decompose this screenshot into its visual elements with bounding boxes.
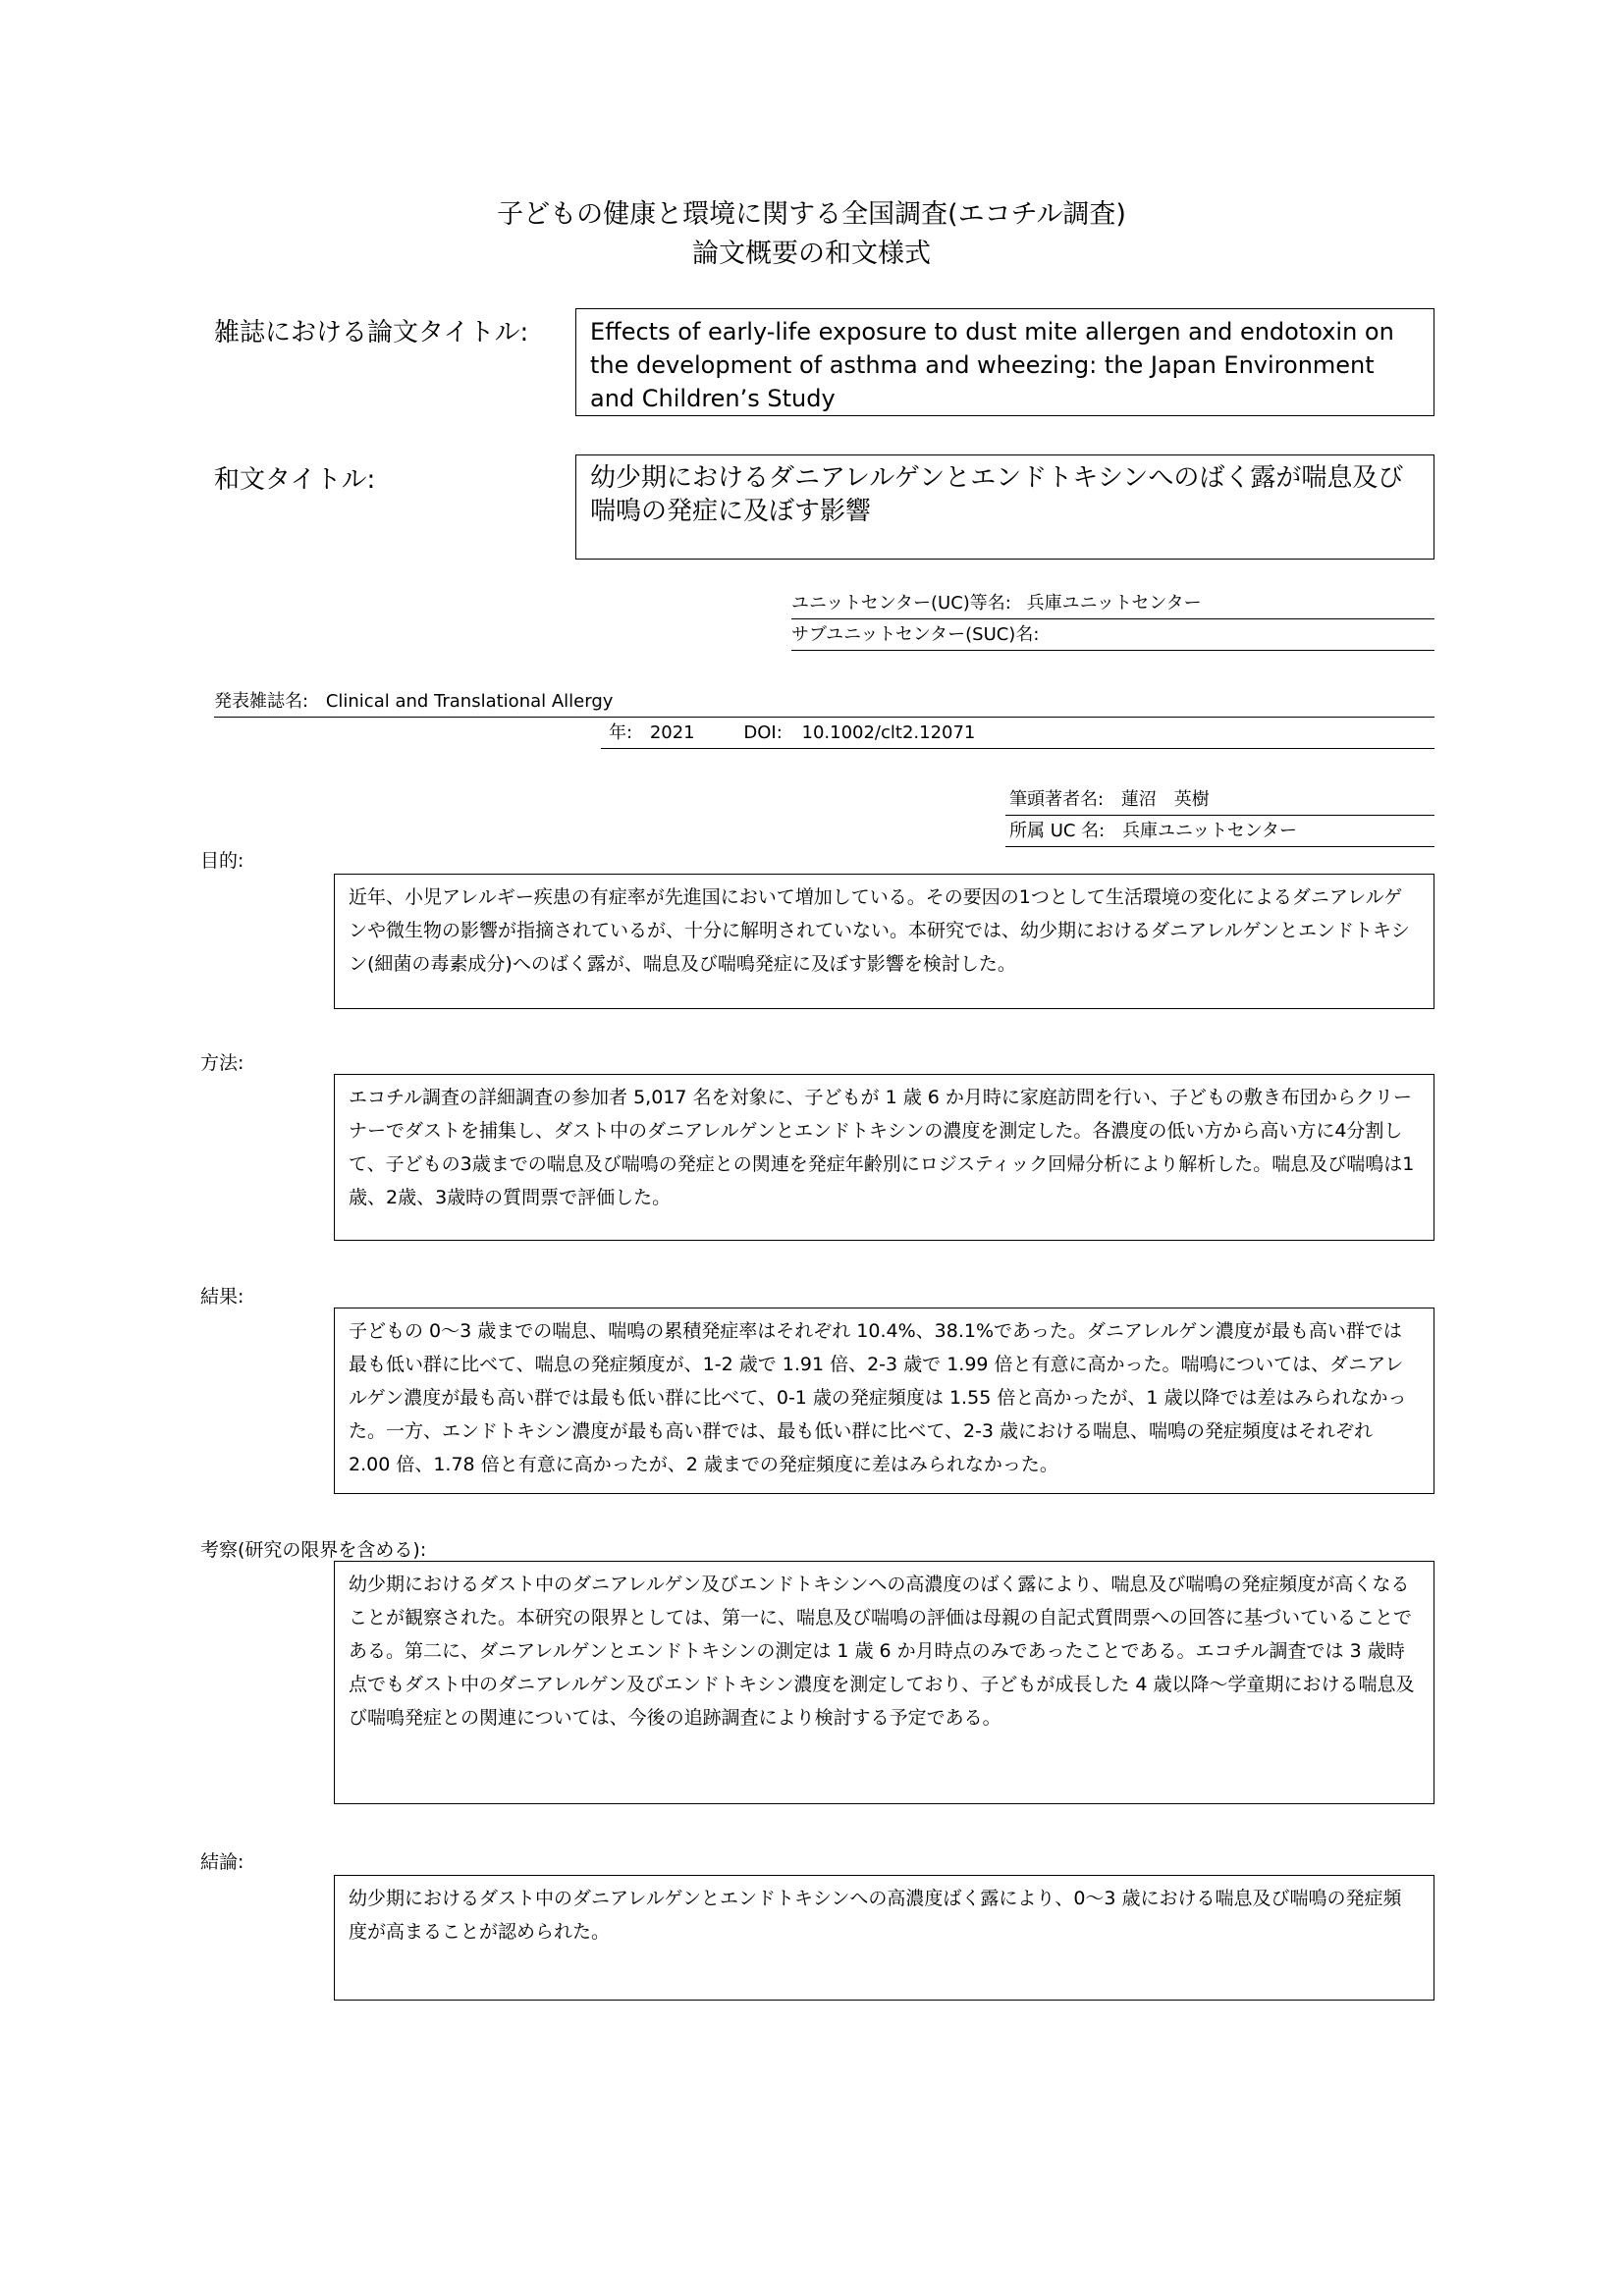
conclusion-label: 結論: bbox=[200, 1851, 244, 1873]
results-box: 子どもの 0～3 歳までの喘息、喘鳴の累積発症率はそれぞれ 10.4%、38.1%であった。ダニアレルゲン濃度が最も高い群では最も低い群に比べて、喘息の発症頻度が、1-2 歳で 1.91 倍、2-3 歳で 1.99 倍と有意に高かった。喘鳴については、ダニアレルゲン濃度が最も高い群では最も低い群に比べて、0-1 歳の発症頻度は 1.55 倍と高かったが、1 歳以降では差はみられなかった。一方、エンドトキシン濃度が最も高い群では、最も低い群に比べて、2-3 歳における喘息、喘鳴の発症頻度はそれぞれ 2.00 倍、1.78 倍と有意に高かったが、2 歳までの発症頻度に差はみられなかった。 bbox=[334, 1308, 1434, 1494]
unit-center-row bbox=[791, 591, 1434, 619]
affiliation-label: 所属 UC 名: bbox=[1009, 821, 1106, 841]
unit-center-value: 兵庫ユニットセンター bbox=[1026, 593, 1202, 614]
year-value: 2021 bbox=[649, 722, 695, 743]
publication-journal-label: 発表雑誌名: bbox=[214, 691, 309, 712]
document-title: 子どもの健康と環境に関する全国調査(エコチル調査) bbox=[497, 199, 1126, 230]
sub-unit-center-label: サブユニットセンター(SUC)名: bbox=[791, 624, 1040, 645]
methods-box: エコチル調査の詳細調査の参加者 5,017 名を対象に、子どもが 1 歳 6 か月時に家庭訪問を行い、子どもの敷き布団からクリーナーでダストを捕集し、ダスト中のダニアレルゲンとエンドトキシンの濃度を測定した。各濃度の低い方から高い方に4分割して、子どもの3歳までの喘息及び喘鳴の発症との関連を発症年齢別にロジスティック回帰分析により解析した。喘息及び喘鳴は1歳、2歳、3歳時の質問票で評価した。 bbox=[334, 1074, 1434, 1241]
publication-year-doi-row bbox=[601, 721, 1434, 749]
discussion-box: 幼少期におけるダスト中のダニアレルゲン及びエンドトキシンへの高濃度のばく露により、喘息及び喘鳴の発症頻度が高くなることが観察された。本研究の限界としては、第一に、喘息及び喘鳴の評価は母親の自記式質問票への回答に基づいていることである。第二に、ダニアレルゲンとエンドトキシンの測定は 1 歳 6 か月時点のみであったことである。エコチル調査では 3 歳時点でもダスト中のダニアレルゲン及びエンドトキシン濃度を測定しており、子どもが成長した 4 歳以降～学童期における喘息及び喘鳴発症との関連については、今後の追跡調査により検討する予定である。 bbox=[334, 1561, 1434, 1804]
sub-unit-center-row bbox=[791, 622, 1434, 651]
author-value: 蓮沼 英樹 bbox=[1120, 789, 1210, 810]
unit-center-label: ユニットセンター(UC)等名: bbox=[791, 593, 1011, 614]
publication-journal-value: Clinical and Translational Allergy bbox=[325, 691, 614, 712]
purpose-box: 近年、小児アレルギー疾患の有症率が先進国において増加している。その要因の1つとして生活環境の変化によるダニアレルゲンや微生物の影響が指摘されているが、十分に解明されていない。本研究では、幼少期におけるダニアレルゲンとエンドトキシン(細菌の毒素成分)へのばく露が、喘息及び喘鳴発症に及ぼす影響を検討した。 bbox=[334, 874, 1434, 1009]
japanese-title-label: 和文タイトル: bbox=[214, 465, 376, 495]
journal-title-box: Effects of early-life exposure to dust mite allergen and endotoxin on the development of asthma and wheezing: the Japan Environment and Children’s Study bbox=[575, 308, 1434, 416]
doi-value: 10.1002/clt2.12071 bbox=[801, 722, 976, 743]
author-label: 筆頭著者名: bbox=[1009, 789, 1105, 810]
author-row bbox=[1005, 787, 1434, 816]
affiliation-value: 兵庫ユニットセンター bbox=[1122, 821, 1298, 841]
doi-label: DOI: bbox=[743, 722, 783, 743]
conclusion-box: 幼少期におけるダスト中のダニアレルゲンとエンドトキシンへの高濃度ばく露により、0～3 歳における喘息及び喘鳴の発症頻度が高まることが認められた。 bbox=[334, 1875, 1434, 2001]
year-label: 年: bbox=[609, 722, 633, 743]
journal-title-label: 雑誌における論文タイトル: bbox=[214, 318, 529, 347]
purpose-label: 目的: bbox=[200, 850, 244, 872]
document-subtitle: 論文概要の和文様式 bbox=[692, 239, 931, 269]
japanese-title-box: 幼少期におけるダニアレルゲンとエンドトキシンへのばく露が喘息及び喘鳴の発症に及ぼす影響 bbox=[575, 454, 1434, 560]
results-label: 結果: bbox=[200, 1286, 244, 1308]
affiliation-row bbox=[1005, 819, 1434, 847]
publication-journal-row bbox=[214, 689, 1434, 718]
methods-label: 方法: bbox=[200, 1052, 244, 1074]
discussion-label: 考察(研究の限界を含める): bbox=[200, 1539, 427, 1561]
